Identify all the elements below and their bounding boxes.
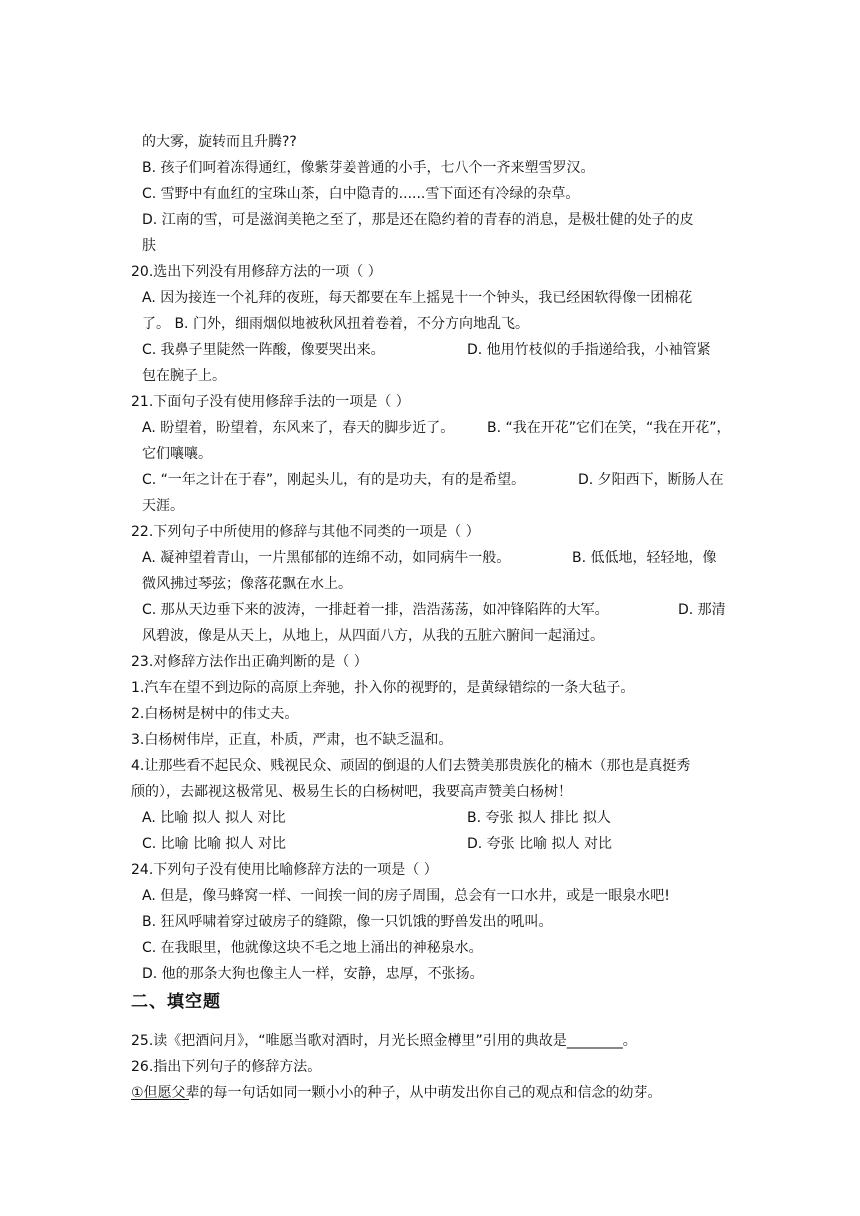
q23-option-c: C. 比喻 比喻 拟人 对比	[142, 836, 287, 852]
q20-option-a: A. 因为接连一个礼拜的夜班，每天都要在车上摇晃十一个钟头，我已经困软得像一团棉花	[142, 290, 693, 306]
q20-option-c: C. 我鼻子里陡然一阵酸，像要哭出来。	[142, 342, 385, 358]
q19-option-b: B. 孩子们呵着冻得通红，像紫芽姜普通的小手，七八个一齐来塑雪罗汉。	[142, 160, 595, 176]
q25-stem: 25.读《把酒问月》，“唯愿当歌对酒时，月光长照金樽里”引用的典故是________。	[131, 1033, 637, 1049]
q20-option-a-b: 了。 B. 门外，细雨烟似地被秋风扭着卷着，不分方向地乱飞。	[142, 316, 529, 332]
q20-option-d: D. 他用竹枝似的手指递给我，小袖管紧	[467, 342, 711, 358]
q23-option-d: D. 夸张 比喻 拟人 对比	[467, 836, 613, 852]
section-heading-fill-blank: 二、填空题	[131, 992, 221, 1012]
q21-stem: 21.下面句子没有使用修辞手法的一项是（ ）	[131, 394, 410, 410]
q23-sentence-3: 3.白杨树伟岸，正直，朴质，严肃，也不缺乏温和。	[131, 732, 453, 748]
q21-option-b-continuation: 它们嚷嚷。	[142, 446, 212, 462]
q23-option-a: A. 比喻 拟人 拟人 对比	[142, 810, 286, 826]
q24-option-b: B. 狂风呼啸着穿过破房子的缝隙，像一只饥饿的野兽发出的吼叫。	[142, 914, 553, 930]
q19-option-d-continuation: 肤	[142, 238, 156, 254]
q24-option-c: C. 在我眼里，他就像这块不毛之地上涌出的神秘泉水。	[142, 940, 483, 956]
answer-blank-line	[131, 1099, 189, 1100]
q21-option-a: A. 盼望着，盼望着，东风来了，春天的脚步近了。	[142, 420, 455, 436]
q24-stem: 24.下列句子没有使用比喻修辞方法的一项是（ ）	[131, 862, 438, 878]
q24-option-d: D. 他的那条大狗也像主人一样，安静，忠厚，不张扬。	[142, 966, 484, 982]
q22-option-a: A. 凝神望着青山，一片黑郁郁的连绵不动，如同病牛一般。	[142, 550, 511, 566]
q23-stem: 23.对修辞方法作出正确判断的是（ ）	[131, 654, 368, 670]
q23-option-b: B. 夸张 拟人 排比 拟人	[467, 810, 611, 826]
q21-option-d-continuation: 天涯。	[142, 498, 184, 514]
q26-sentence-1: ①但愿父辈的每一句话如同一颗小小的种子，从中萌发出你自己的观点和信念的幼芽。	[131, 1085, 662, 1101]
q21-option-b: B. “我在开花”它们在笑，“我在开花”，	[487, 420, 731, 436]
q19-option-c: C. 雪野中有血红的宝珠山茶，白中隐青的......雪下面还有冷绿的杂草。	[142, 186, 580, 202]
q20-option-d-continuation: 包在腕子上。	[142, 368, 226, 384]
q24-option-a: A. 但是，像马蜂窝一样、一间挨一间的房子周围，总会有一口水井，或是一眼泉水吧!	[142, 888, 670, 904]
q23-sentence-4-continuation: 颀的），去鄙视这极常见、极易生长的白杨树吧，我要高声赞美白杨树！	[131, 784, 572, 800]
q23-sentence-2: 2.白杨树是树中的伟丈夫。	[131, 706, 299, 722]
q22-option-d: D. 那清	[678, 602, 726, 618]
q20-stem: 20.选出下列没有用修辞方法的一项（ ）	[131, 264, 382, 280]
q22-option-b-continuation: 微风拂过琴弦；像落花飘在水上。	[142, 576, 352, 592]
q21-option-c: C. “一年之计在于春”，刚起头儿，有的是功夫，有的是希望。	[142, 472, 526, 488]
q21-option-d: D. 夕阳西下，断肠人在	[578, 472, 724, 488]
q26-stem: 26.指出下列句子的修辞方法。	[131, 1059, 322, 1075]
q23-sentence-1: 1.汽车在望不到边际的高原上奔驰，扑入你的视野的，是黄绿错综的一条大毡子。	[131, 680, 635, 696]
q19-option-a-continuation: 的大雾，旋转而且升腾??	[142, 134, 297, 150]
q22-option-d-continuation: 风碧波，像是从天上，从地上，从四面八方，从我的五脏六腑间一起涌过。	[142, 628, 604, 644]
q22-stem: 22.下列句子中所使用的修辞与其他不同类的一项是（ ）	[131, 524, 480, 540]
q19-option-d: D. 江南的雪，可是滋润美艳之至了，那是还在隐约着的青春的消息，是极壮健的处子的皮	[142, 212, 694, 228]
q22-option-b: B. 低低地，轻轻地，像	[572, 550, 717, 566]
q22-option-c: C. 那从天边垂下来的波涛，一排赶着一排，浩浩荡荡，如冲锋陷阵的大军。	[142, 602, 609, 618]
q23-sentence-4: 4.让那些看不起民众、贱视民众、顽固的倒退的人们去赞美那贵族化的楠木（那也是真挺秀	[131, 758, 691, 774]
